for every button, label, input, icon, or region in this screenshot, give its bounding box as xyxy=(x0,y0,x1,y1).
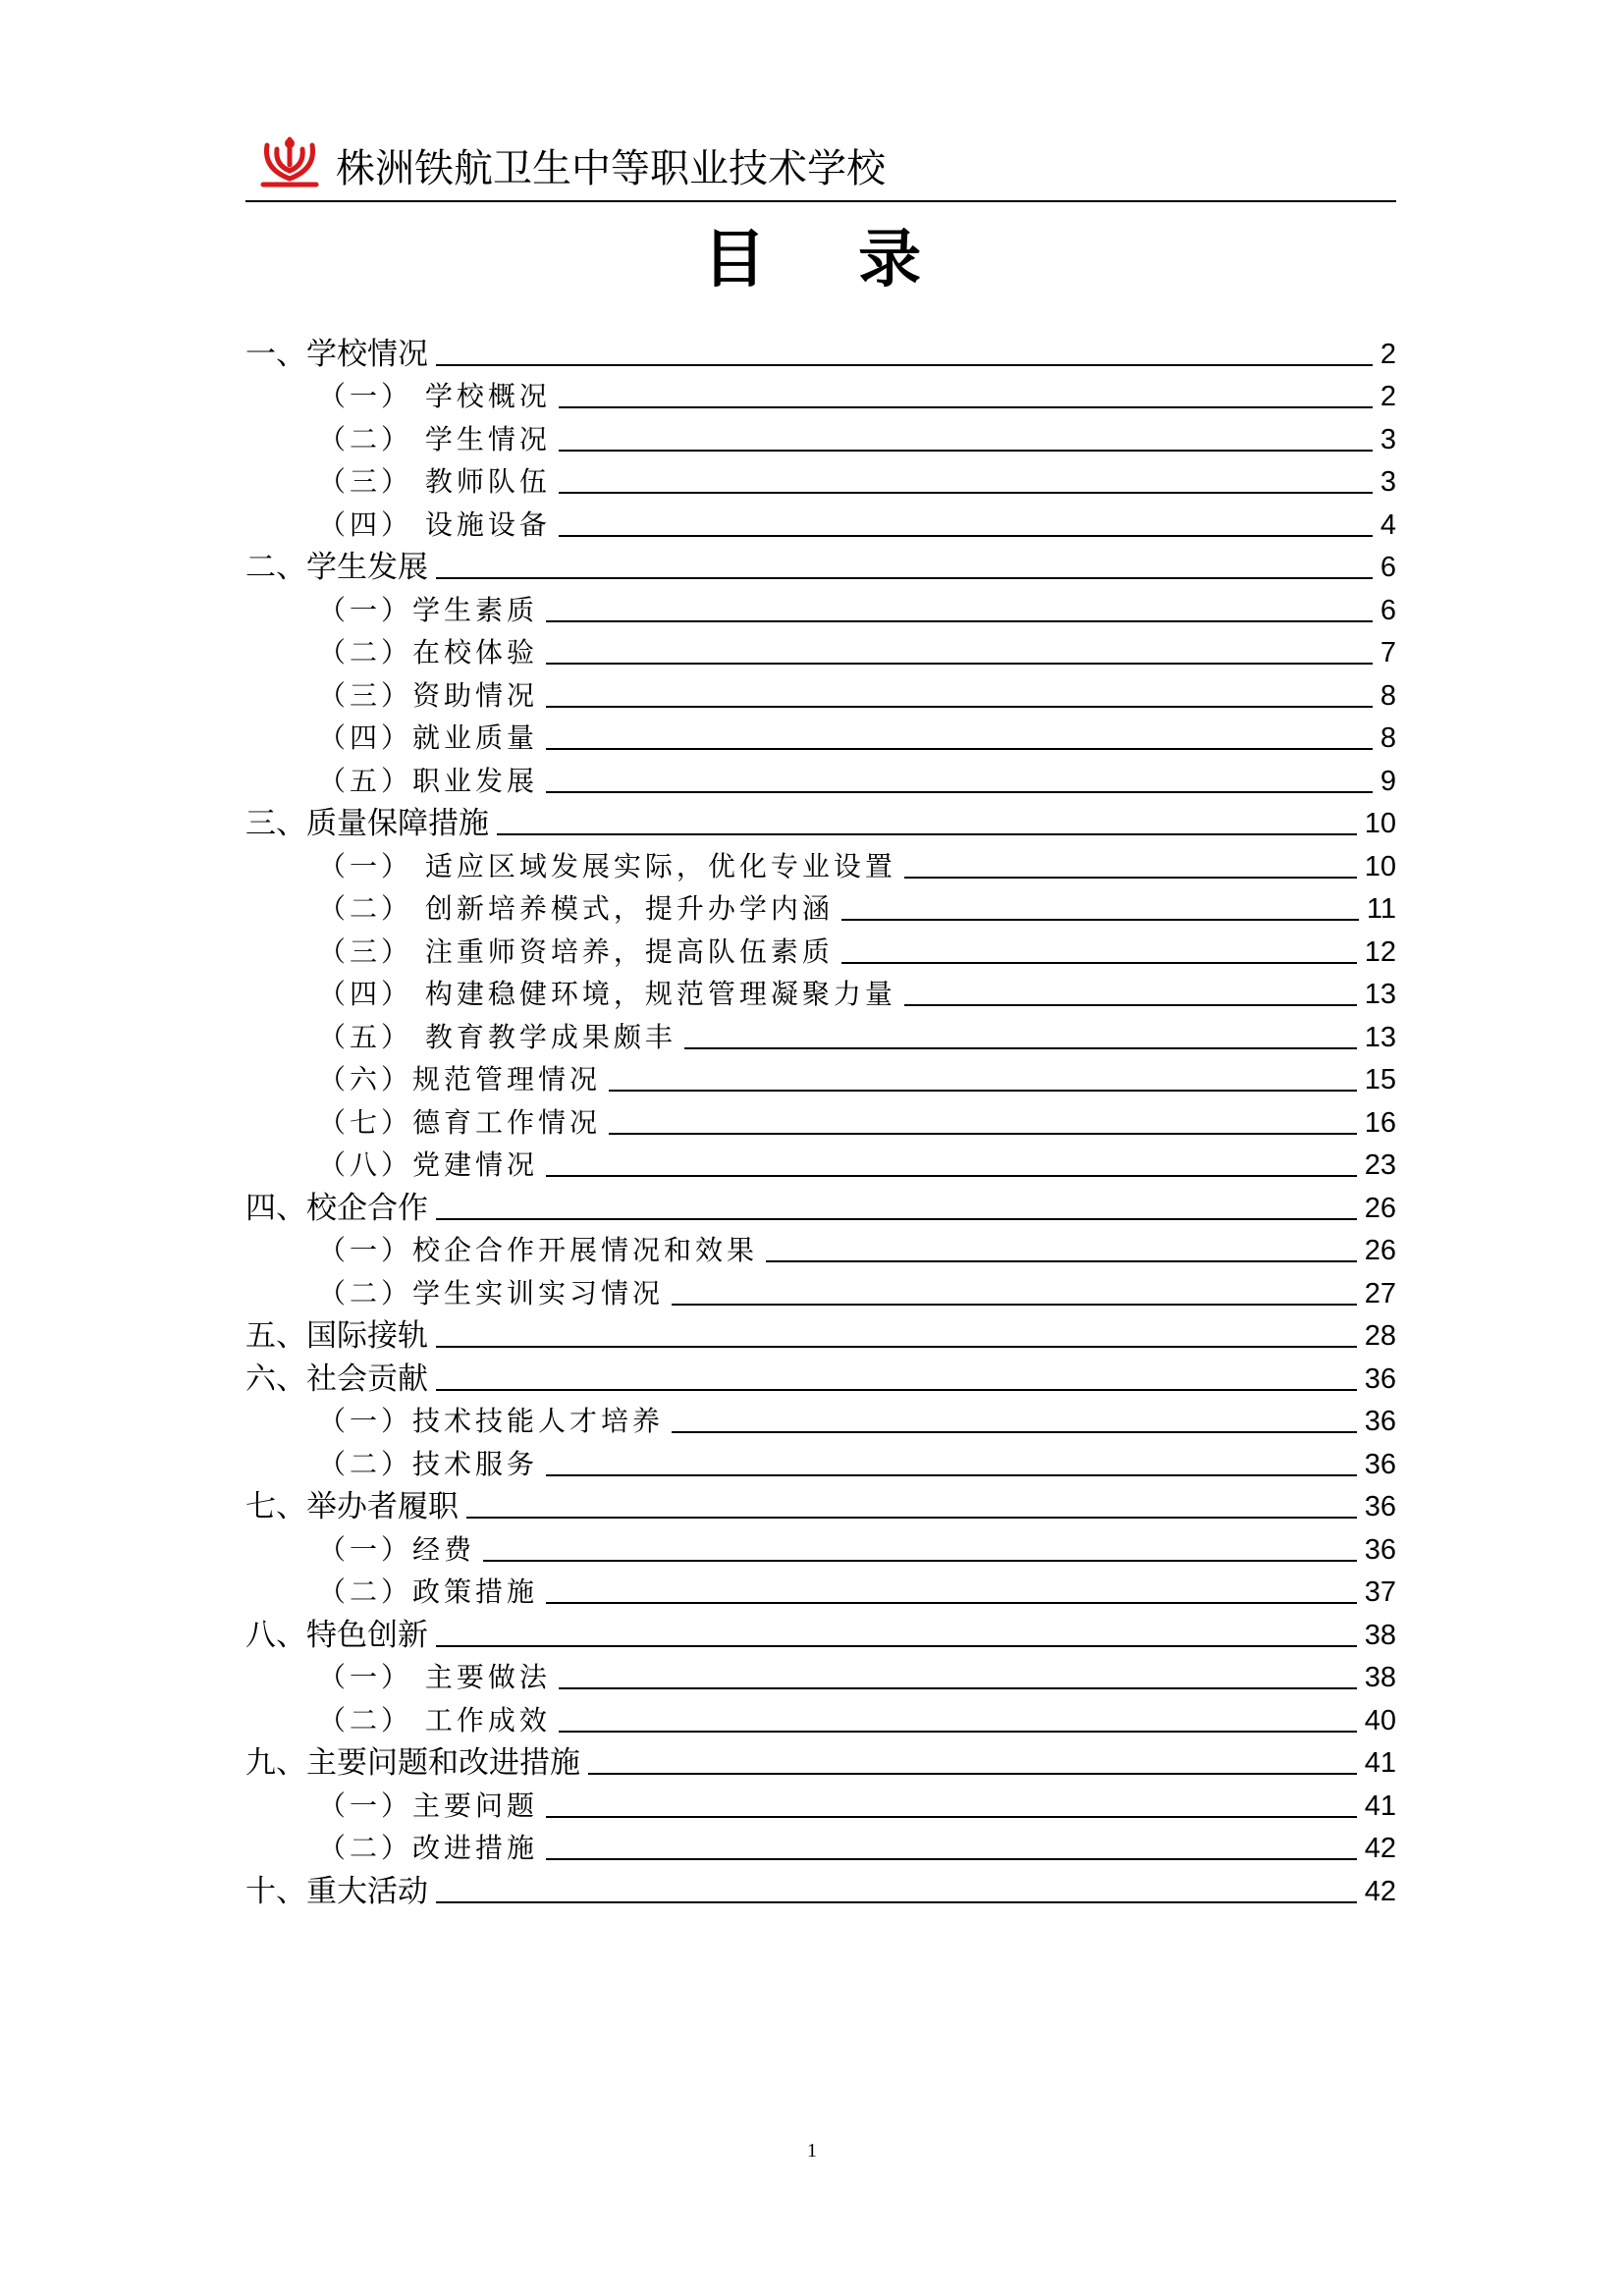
toc-subsection-entry[interactable] xyxy=(245,1014,1396,1057)
school-logo-icon xyxy=(257,135,322,188)
toc-entry-label: （四）就业质量 xyxy=(318,721,539,754)
toc-leader-line xyxy=(684,1047,1357,1049)
toc-subsection-entry[interactable] xyxy=(245,1099,1396,1143)
toc-subsection-entry[interactable] xyxy=(245,374,1396,417)
toc-entry-label: （二）技术服务 xyxy=(318,1447,539,1480)
toc-entry-page: 36 xyxy=(1364,1533,1396,1566)
toc-section-entry[interactable] xyxy=(245,331,1396,374)
toc-entry-page: 11 xyxy=(1366,893,1396,925)
toc-leader-line xyxy=(546,706,1373,708)
toc-leader-line xyxy=(546,663,1373,665)
toc-entry-page: 41 xyxy=(1364,1789,1396,1822)
toc-entry-label: （三） 注重师资培养，提高队伍素质 xyxy=(318,934,834,968)
toc-entry-page: 36 xyxy=(1364,1448,1396,1480)
toc-subsection-entry[interactable] xyxy=(245,672,1396,716)
toc-entry-label: （一） 主要做法 xyxy=(318,1661,551,1693)
toc-entry-page: 27 xyxy=(1364,1277,1396,1309)
toc-subsection-entry[interactable] xyxy=(245,1143,1396,1186)
toc-section-entry[interactable] xyxy=(245,1868,1396,1911)
toc-entry-page: 36 xyxy=(1364,1362,1396,1395)
toc-leader-line xyxy=(436,1389,1357,1391)
toc-entry-page: 6 xyxy=(1380,552,1396,583)
toc-leader-line xyxy=(546,1474,1357,1476)
table-of-contents xyxy=(245,331,1396,1911)
toc-leader-line xyxy=(546,1858,1357,1860)
toc-subsection-entry[interactable] xyxy=(245,502,1396,545)
toc-section-entry[interactable] xyxy=(245,545,1396,588)
toc-entry-label: （三）资助情况 xyxy=(318,678,539,712)
toc-leader-line xyxy=(672,1304,1357,1306)
toc-entry-page: 12 xyxy=(1364,935,1396,968)
toc-leader-line xyxy=(841,919,1359,921)
toc-entry-page: 7 xyxy=(1380,637,1396,668)
toc-leader-line xyxy=(436,1645,1357,1647)
toc-entry-label: （二） 创新培养模式，提升办学内涵 xyxy=(318,892,834,925)
toc-subsection-entry[interactable] xyxy=(245,1826,1396,1869)
toc-leader-line xyxy=(559,1731,1357,1733)
page-title: 目 录 xyxy=(702,224,957,296)
toc-section-entry[interactable] xyxy=(245,1484,1396,1527)
toc-leader-line xyxy=(559,535,1373,537)
toc-leader-line xyxy=(436,364,1373,366)
toc-leader-line xyxy=(766,1260,1357,1262)
toc-section-entry[interactable] xyxy=(245,1185,1396,1228)
toc-entry-label: （二）学生实训实习情况 xyxy=(318,1276,665,1309)
toc-leader-line xyxy=(588,1773,1357,1775)
toc-entry-label: （二） 学生情况 xyxy=(318,422,551,455)
toc-entry-label: （二）政策措施 xyxy=(318,1575,539,1608)
toc-section-entry[interactable] xyxy=(245,1313,1396,1357)
toc-leader-line xyxy=(559,492,1373,494)
toc-entry-page: 10 xyxy=(1364,808,1396,839)
toc-entry-page: 10 xyxy=(1364,850,1396,882)
toc-leader-line xyxy=(546,1602,1357,1604)
toc-entry-label: 一、学校情况 xyxy=(245,336,428,372)
toc-leader-line xyxy=(546,1175,1357,1177)
toc-entry-page: 42 xyxy=(1364,1833,1396,1864)
toc-entry-label: （二） 工作成效 xyxy=(318,1703,551,1736)
toc-entry-page: 4 xyxy=(1380,508,1396,541)
toc-entry-label: （五）职业发展 xyxy=(318,764,539,797)
toc-subsection-entry[interactable] xyxy=(245,1526,1396,1570)
toc-subsection-entry[interactable] xyxy=(245,416,1396,459)
toc-entry-label: 十、重大活动 xyxy=(245,1873,428,1909)
toc-entry-label: （二）在校体验 xyxy=(318,636,539,668)
toc-entry-label: （四） 设施设备 xyxy=(318,507,551,541)
toc-leader-line xyxy=(559,406,1373,408)
toc-entry-label: （三） 教师队伍 xyxy=(318,465,551,498)
toc-entry-page: 15 xyxy=(1364,1064,1396,1095)
toc-leader-line xyxy=(483,1560,1357,1562)
toc-entry-label: （一）学生素质 xyxy=(318,593,539,626)
toc-entry-label: 七、举办者履职 xyxy=(245,1489,459,1524)
toc-subsection-entry[interactable] xyxy=(245,1655,1396,1698)
toc-entry-label: 二、学生发展 xyxy=(245,550,428,585)
toc-leader-line xyxy=(559,1687,1357,1689)
page-header xyxy=(245,135,1396,202)
toc-entry-label: 六、社会贡献 xyxy=(245,1361,428,1397)
toc-leader-line xyxy=(436,577,1373,579)
toc-leader-line xyxy=(904,877,1357,879)
toc-entry-label: 三、质量保障措施 xyxy=(245,806,489,841)
toc-entry-label: （一）经费 xyxy=(318,1532,476,1566)
toc-entry-label: （一）主要问题 xyxy=(318,1789,539,1822)
toc-entry-page: 36 xyxy=(1364,1406,1396,1437)
toc-entry-page: 3 xyxy=(1380,423,1396,455)
toc-entry-page: 13 xyxy=(1364,979,1396,1010)
toc-subsection-entry[interactable] xyxy=(245,886,1396,930)
toc-entry-label: （一）校企合作开展情况和效果 xyxy=(318,1234,759,1266)
toc-entry-page: 37 xyxy=(1364,1576,1396,1608)
toc-subsection-entry[interactable] xyxy=(245,843,1396,886)
toc-leader-line xyxy=(466,1517,1357,1519)
toc-subsection-entry[interactable] xyxy=(245,587,1396,630)
toc-entry-label: （五） 教育教学成果颇丰 xyxy=(318,1020,677,1053)
toc-leader-line xyxy=(497,833,1357,835)
toc-entry-label: （四） 构建稳健环境，规范管理凝聚力量 xyxy=(318,978,896,1010)
toc-entry-label: 八、特色创新 xyxy=(245,1617,428,1653)
toc-subsection-entry[interactable] xyxy=(245,1399,1396,1442)
toc-subsection-entry[interactable] xyxy=(245,1228,1396,1271)
toc-subsection-entry[interactable] xyxy=(245,972,1396,1015)
toc-subsection-entry[interactable] xyxy=(245,1570,1396,1613)
toc-entry-label: 四、校企合作 xyxy=(245,1190,428,1226)
toc-entry-label: 五、国际接轨 xyxy=(245,1318,428,1354)
toc-entry-page: 28 xyxy=(1364,1320,1396,1352)
toc-leader-line xyxy=(546,1816,1357,1818)
toc-entry-page: 8 xyxy=(1380,679,1396,712)
toc-entry-page: 38 xyxy=(1364,1662,1396,1693)
toc-leader-line xyxy=(436,1346,1357,1348)
toc-entry-label: （七）德育工作情况 xyxy=(318,1105,602,1139)
toc-leader-line xyxy=(559,450,1373,452)
toc-entry-page: 2 xyxy=(1380,381,1396,412)
page-number: 1 xyxy=(807,2140,817,2162)
toc-leader-line xyxy=(436,1218,1357,1220)
toc-section-entry[interactable] xyxy=(245,1740,1396,1784)
toc-leader-line xyxy=(436,1901,1357,1903)
toc-entry-page: 8 xyxy=(1380,722,1396,754)
toc-entry-page: 42 xyxy=(1364,1875,1396,1907)
toc-leader-line xyxy=(546,620,1373,622)
toc-entry-page: 26 xyxy=(1364,1235,1396,1266)
toc-subsection-entry[interactable] xyxy=(245,1270,1396,1313)
toc-subsection-entry[interactable] xyxy=(245,1697,1396,1740)
toc-entry-label: （一） 学校概况 xyxy=(318,380,551,412)
toc-subsection-entry[interactable] xyxy=(245,1441,1396,1484)
toc-section-entry[interactable] xyxy=(245,801,1396,844)
toc-leader-line xyxy=(672,1431,1357,1433)
toc-entry-page: 41 xyxy=(1364,1747,1396,1779)
toc-entry-label: （六）规范管理情况 xyxy=(318,1063,602,1095)
toc-entry-page: 3 xyxy=(1380,466,1396,498)
toc-entry-page: 2 xyxy=(1380,338,1396,370)
toc-subsection-entry[interactable] xyxy=(245,630,1396,673)
toc-entry-page: 36 xyxy=(1364,1491,1396,1522)
toc-leader-line xyxy=(546,791,1373,793)
toc-entry-label: （八）党建情况 xyxy=(318,1148,539,1181)
toc-subsection-entry[interactable] xyxy=(245,716,1396,759)
toc-entry-page: 9 xyxy=(1380,765,1396,797)
toc-subsection-entry[interactable] xyxy=(245,929,1396,972)
toc-subsection-entry[interactable] xyxy=(245,1057,1396,1100)
toc-entry-page: 40 xyxy=(1364,1704,1396,1736)
toc-leader-line xyxy=(841,962,1357,964)
toc-entry-page: 6 xyxy=(1380,594,1396,626)
toc-section-entry[interactable] xyxy=(245,1356,1396,1399)
toc-subsection-entry[interactable] xyxy=(245,758,1396,801)
toc-entry-page: 26 xyxy=(1364,1192,1396,1224)
toc-entry-label: （一） 适应区域发展实际，优化专业设置 xyxy=(318,849,896,882)
toc-entry-label: 九、主要问题和改进措施 xyxy=(245,1745,580,1781)
toc-leader-line xyxy=(904,1004,1357,1006)
toc-entry-label: （一）技术技能人才培养 xyxy=(318,1405,665,1437)
toc-entry-label: （二）改进措施 xyxy=(318,1832,539,1864)
toc-entry-page: 23 xyxy=(1364,1149,1396,1181)
toc-entry-page: 16 xyxy=(1364,1106,1396,1139)
toc-subsection-entry[interactable] xyxy=(245,459,1396,503)
toc-leader-line xyxy=(609,1090,1357,1092)
toc-leader-line xyxy=(546,748,1373,750)
toc-leader-line xyxy=(609,1133,1357,1135)
toc-entry-page: 13 xyxy=(1364,1021,1396,1053)
toc-section-entry[interactable] xyxy=(245,1612,1396,1655)
school-name: 株洲铁航卫生中等职业技术学校 xyxy=(336,146,886,191)
toc-entry-page: 38 xyxy=(1364,1619,1396,1651)
toc-subsection-entry[interactable] xyxy=(245,1783,1396,1826)
